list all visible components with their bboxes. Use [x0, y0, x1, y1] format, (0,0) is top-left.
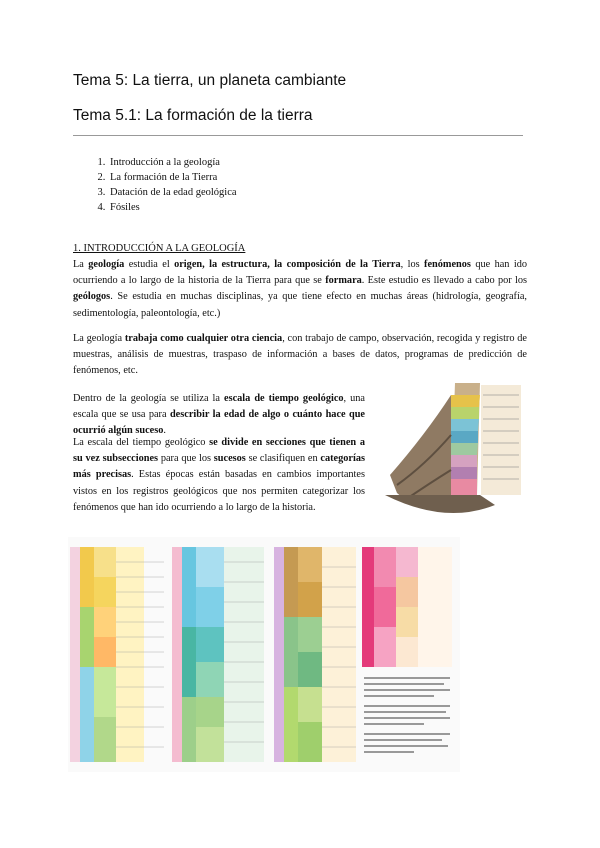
- toc-item: 3. Datación de la edad geológica: [108, 185, 237, 200]
- bold-run: sucesos: [213, 453, 246, 465]
- text-run: Dentro de la geología se utiliza la: [73, 393, 224, 404]
- text-run: , con trabajo de campo, observación, recogida y registro de muestras, análisis de muestras, traspaso de información a bases de datos, programas de predicción de fenómenos, etc.: [73, 333, 527, 377]
- paragraph-divisions: [73, 435, 365, 516]
- text-run: que han ido ocurriendo a lo largo de la historia de la Tierra para que se: [73, 259, 528, 287]
- text-run: La geología: [73, 333, 125, 344]
- paragraph-intro: [73, 257, 527, 322]
- text-run: .: [163, 425, 166, 437]
- geologic-time-scale-tables: [68, 537, 460, 772]
- text-run: , una escala que se usa para: [73, 393, 365, 421]
- text-run: se clasifiquen en: [245, 453, 321, 465]
- table-of-contents: [90, 155, 237, 215]
- page-subtitle: Tema 5.1: La formación de la tierra: [73, 107, 313, 124]
- title-divider: [73, 135, 523, 136]
- bold-run: formara: [325, 275, 362, 287]
- geologic-time-illustration: [385, 375, 530, 525]
- text-run: , los: [400, 259, 425, 270]
- text-run: . Este estudio es llevado a cabo por los: [361, 275, 527, 287]
- bold-run: origen, la estructura, la composición de la Tierra: [174, 259, 401, 270]
- text-run: . Estas épocas están basadas en cambios importantes vistos en los registros geológicos que nos permiten categorizar los fenómenos que han ido ocurriendo a lo largo de la historia.: [73, 469, 365, 513]
- bold-run: escala de tiempo geológico: [224, 393, 344, 404]
- toc-item: 4. Fósiles: [108, 200, 237, 215]
- page-title: Tema 5: La tierra, un planeta cambiante: [73, 72, 347, 89]
- bold-run: geología: [88, 259, 125, 270]
- toc-item: 2. La formación de la Tierra: [108, 170, 237, 185]
- toc-item: 1. Introducción a la geología: [108, 155, 237, 170]
- section-heading: 1. INTRODUCCIÓN A LA GEOLOGÍA: [73, 243, 246, 254]
- paragraph-methods: [73, 331, 527, 380]
- bold-run: trabaja como cualquier otra ciencia: [124, 333, 283, 344]
- bold-run: categorías más precisas: [73, 453, 365, 481]
- text-run: La escala del tiempo geológico: [73, 437, 210, 448]
- bold-run: geólogos: [73, 291, 111, 303]
- bold-run: se divide en secciones que tienen a su vez subsecciones: [73, 437, 365, 465]
- text-run: La: [73, 259, 89, 270]
- text-run: estudia el: [124, 259, 175, 270]
- text-run: para que los: [158, 453, 214, 465]
- bold-run: fenómenos: [424, 259, 471, 270]
- paragraph-timescale: [73, 391, 365, 440]
- text-run: . Se estudia en muchas disciplinas, ya que tiene efecto en muchas áreas (hidrología, geografía, sedimentología, paleontología, etc.): [73, 291, 527, 319]
- bold-run: describir la edad de algo o cuánto hace que ocurrió algún suceso: [73, 409, 365, 437]
